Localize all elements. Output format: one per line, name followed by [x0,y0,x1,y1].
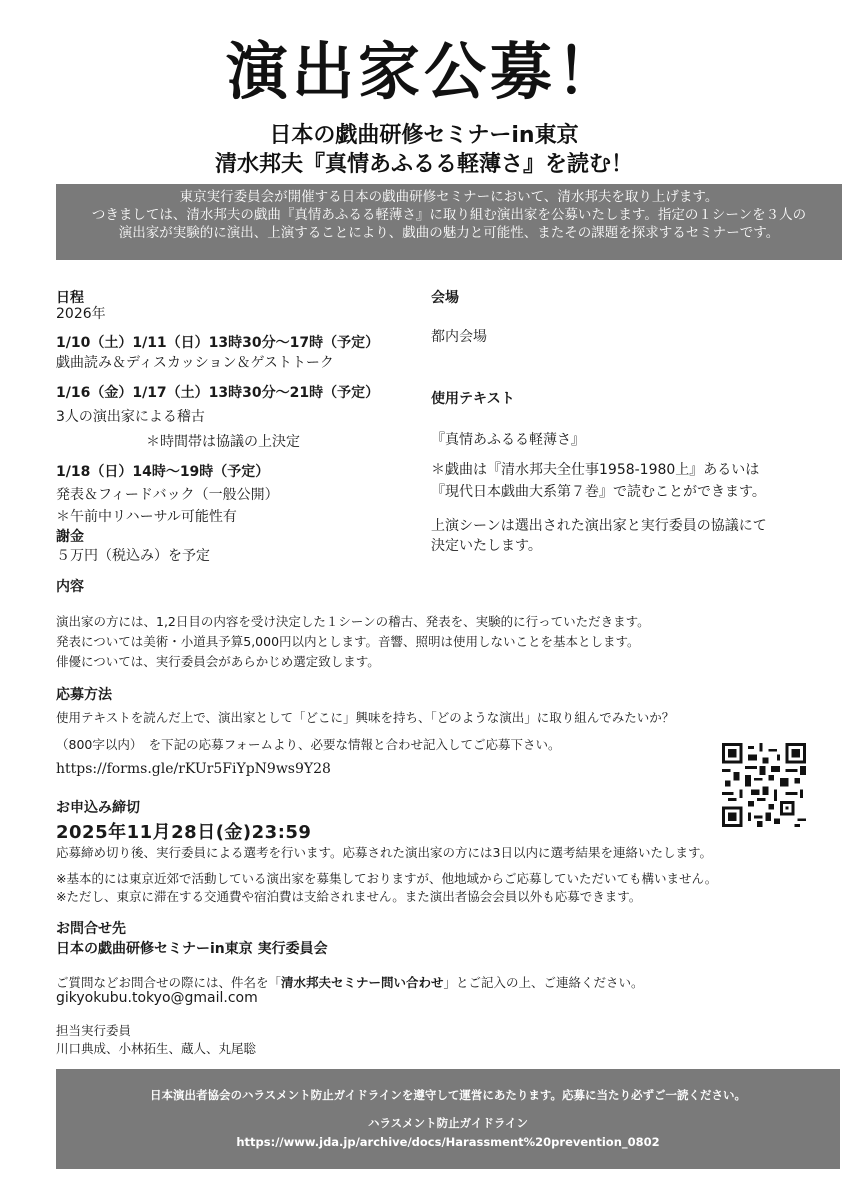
subtitle-seminar: 日本の戯曲研修セミナーin東京 [269,123,579,148]
contact-subject: 清水邦夫セミナー問い合わせ [281,975,444,990]
venue-heading: 会場 [431,290,459,306]
deadline-date: 2025年11月28日(金)23:59 [56,822,312,843]
text-note-2: 『現代日本戯曲大系第７巻』で読むことができます。 [431,484,766,500]
deadline-note-2: ※ただし、東京に滞在する交通費や宿泊費は支給されません。また演出者協会会員以外も応募できます。 [56,889,642,904]
contact-org: 日本の戯曲研修セミナーin東京 実行委員会 [56,941,328,957]
contact-line-pre: ご質問などお問合せの際には、件名を「 [56,975,282,990]
content-line: 俳優については、実行委員会があらかじめ選定致します。 [56,654,380,669]
intro-line: 演出家が実験的に演出、上演することにより、戯曲の魅力と可能性、またその課題を探求するセミナーです。 [118,225,780,241]
schedule-heading: 日程 [56,290,84,306]
text-title: 『真情あふるる軽薄さ』 [431,432,585,448]
qr-code-image [722,743,806,827]
scene-note-1: 上演シーンは選出された演出家と実行委員の協議にて [431,518,767,534]
fee-heading: 謝金 [56,529,84,545]
deadline-heading: お申込み締切 [56,800,140,816]
deadline-note-1: ※基本的には東京近郊で活動している演出家を募集しておりますが、他地域からご応募していただいても構いません。 [56,871,718,886]
schedule-block3-date: 1/18（日）14時〜19時（予定） [56,464,270,480]
apply-form-link[interactable]: https://forms.gle/rKUr5FiYpN9ws9Y28 [56,761,331,777]
schedule-block1-desc: 戯曲読み＆ディスカッション＆ゲストトーク [56,355,334,371]
intro-line: 東京実行委員会が開催する日本の戯曲研修セミナーにおいて、清水邦夫を取り上げます。 [179,189,719,205]
subtitle-play: 清水邦夫『真情あふるる軽薄さ』を読む！ [214,152,633,177]
apply-heading: 応募方法 [56,687,112,703]
intro-line: つきましては、清水邦夫の戯曲『真情あふるる軽薄さ』に取り組む演出家を公募いたします。指定の１シーンを３人の [91,207,807,223]
footer-guideline-label: ハラスメント防止ガイドライン [368,1116,528,1130]
intro-band [56,184,842,260]
apply-line-1: 使用テキストを読んだ上で、演出家として「どこに」興味を持ち、「どのような演出」に取り組んでみたいか？ [56,710,675,725]
content-line: 演出家の方には、1,2日目の内容を受け決定した１シーンの稽古、発表を、実験的に行っていただきます。 [56,614,650,629]
content-line: 発表については美術・小道具予算5,000円以内とします。音響、照明は使用しないことを基本とします。 [56,634,640,649]
contact-heading: お問合せ先 [56,921,126,937]
scene-note-2: 決定いたします。 [431,538,542,554]
text-note-1: ＊戯曲は『清水邦夫全仕事1958-1980上』あるいは [431,462,760,478]
schedule-block2-date: 1/16（金）1/17（土）13時30分〜21時（予定） [56,385,380,401]
footer-notice: 日本演出者協会のハラスメント防止ガイドラインを遵守して運営にあたります。応募に当たり必ずご一読ください。 [149,1088,747,1102]
deadline-line: 応募締め切り後、実行委員による選考を行います。応募された演出家の方には3日以内に選考結果を連絡いたします。 [56,845,712,860]
schedule-block3-note: ＊午前中リハーサル可能性有 [56,509,237,525]
page-title: 演出家公募！ [225,35,622,108]
schedule-block2-desc: 3人の演出家による稽古 [56,409,205,425]
content-heading: 内容 [56,579,84,595]
contact-line [56,973,644,991]
schedule-year: 2026年 [56,306,106,322]
schedule-block2-note: ＊時間帯は協議の上決定 [146,434,300,450]
members-heading: 担当実行委員 [56,1023,132,1038]
contact-email[interactable]: gikyokubu.tokyo@gmail.com [56,990,258,1006]
apply-line-2: （800字以内） を下記の応募フォームより、必要な情報と合わせ記入してご応募下さい。 [56,737,561,752]
contact-line-post: 」とご記入の上、ご連絡ください。 [443,975,644,990]
footer-band [56,1069,840,1169]
footer-guideline-link[interactable]: https://www.jda.jp/archive/docs/Harassment%20prevention_0802 [236,1135,660,1149]
venue-text: 都内会場 [431,329,487,345]
schedule-block1-date: 1/10（土）1/11（日）13時30分〜17時（予定） [56,335,380,351]
members-list: 川口典成、小林拓生、蔵人、丸尾聡 [56,1041,257,1056]
schedule-block3-desc: 発表＆フィードバック（一般公開） [56,487,279,503]
text-heading: 使用テキスト [431,391,515,407]
fee-text: ５万円（税込み）を予定 [56,548,210,564]
